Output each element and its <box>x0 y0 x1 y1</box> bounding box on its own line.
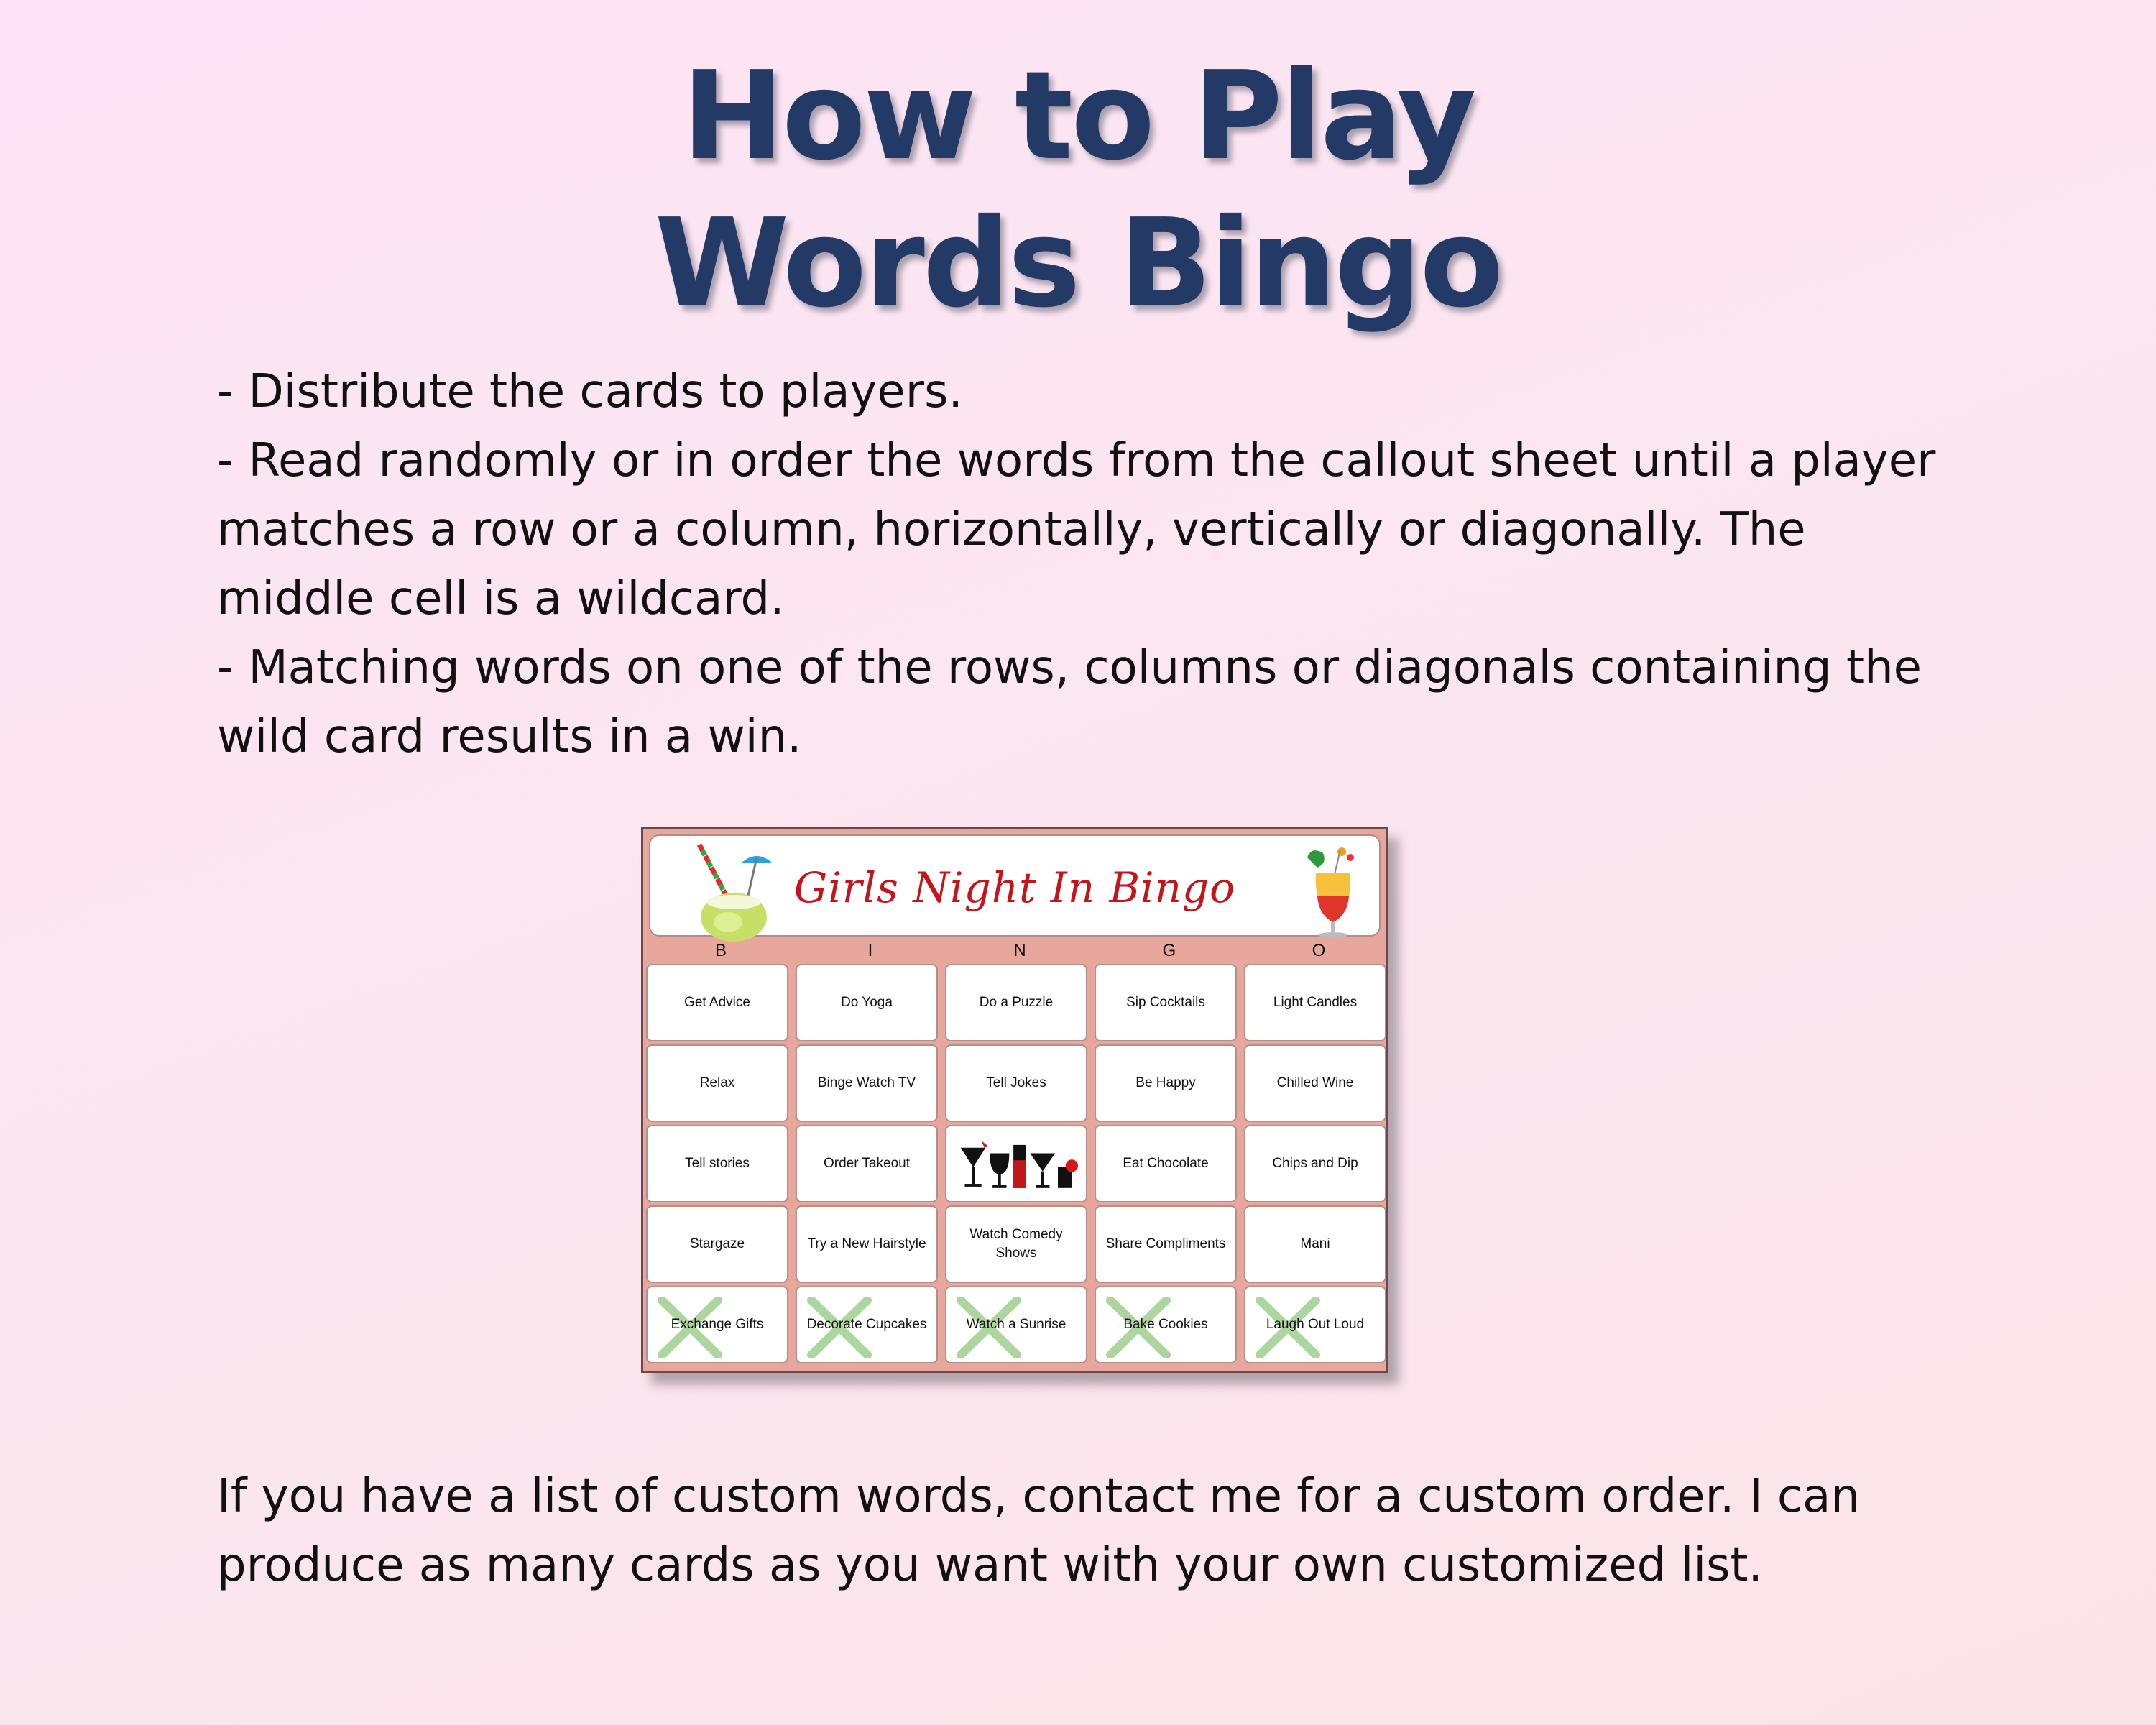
instruction-1: - Distribute the cards to players. <box>217 365 963 418</box>
marked-bingo-cell <box>646 1286 788 1363</box>
instruction-3: - Matching words on one of the rows, columns or diagonals containing the wild card results in a win. <box>217 641 1922 763</box>
bingo-cell: Sip Cocktails <box>1095 964 1237 1041</box>
bingo-cell: Be Happy <box>1095 1044 1237 1122</box>
letter-i: I <box>867 941 873 960</box>
cell-label: Decorate Cupcakes <box>806 1317 927 1332</box>
bingo-cell: Chilled Wine <box>1244 1044 1386 1122</box>
card-title: Girls Night In Bingo <box>793 863 1236 912</box>
bingo-cell: Light Candles <box>1244 964 1386 1041</box>
marked-bingo-cell <box>1244 1286 1386 1363</box>
marked-bingo-cell <box>945 1286 1087 1363</box>
bingo-cell: Eat Chocolate <box>1095 1125 1237 1202</box>
bingo-cell: Do a Puzzle <box>945 964 1087 1041</box>
marked-bingo-cell <box>796 1286 938 1363</box>
bingo-cell: Chips and Dip <box>1244 1125 1386 1202</box>
card-header <box>649 834 1381 937</box>
bingo-letters <box>643 941 1386 962</box>
bingo-cell: Tell Jokes <box>945 1044 1087 1122</box>
letter-g: G <box>1162 941 1176 960</box>
instruction-2: - Read randomly or in order the words from the callout sheet until a player matches a row or a column, horizontally, vertically or diagonally. The middle cell is a wildcard. <box>217 434 1936 625</box>
bingo-cell: Tell stories <box>646 1125 788 1202</box>
letter-o: O <box>1312 941 1326 960</box>
bingo-cell: Order Takeout <box>796 1125 938 1202</box>
cell-label: Watch a Sunrise <box>966 1317 1067 1332</box>
wildcard-cell <box>945 1125 1087 1202</box>
custom-order-note <box>217 1462 1956 1600</box>
marked-bingo-cell <box>1095 1286 1237 1363</box>
letter-b: B <box>714 941 727 960</box>
bingo-cell: Relax <box>646 1044 788 1122</box>
title-line-2: Words Bingo <box>654 193 1502 335</box>
cell-label: Bake Cookies <box>1123 1317 1208 1332</box>
bingo-cell: Mani <box>1244 1205 1386 1283</box>
bingo-cell: Do Yoga <box>796 964 938 1041</box>
cocktail-glasses-icon <box>954 1131 1079 1196</box>
cell-label: Exchange Gifts <box>671 1317 764 1332</box>
title-line-1: How to Play <box>681 45 1475 188</box>
bingo-cell: Try a New Hairstyle <box>796 1205 938 1283</box>
bingo-cell: Binge Watch TV <box>796 1044 938 1122</box>
page-title <box>0 43 2156 338</box>
bingo-cell: Stargaze <box>646 1205 788 1283</box>
bingo-card-preview <box>641 827 1388 1373</box>
letter-n: N <box>1013 941 1026 960</box>
cell-label: Laugh Out Loud <box>1266 1317 1365 1332</box>
bingo-cell: Share Compliments <box>1095 1205 1237 1283</box>
custom-order-text: If you have a list of custom words, contact me for a custom order. I can produce as many cards as you want with your own customized list. <box>217 1470 1860 1592</box>
instructions <box>217 357 1956 771</box>
cocktail-glass-icon <box>1297 843 1369 940</box>
bingo-cell: Watch Comedy Shows <box>945 1205 1087 1283</box>
bingo-cell: Get Advice <box>646 964 788 1041</box>
